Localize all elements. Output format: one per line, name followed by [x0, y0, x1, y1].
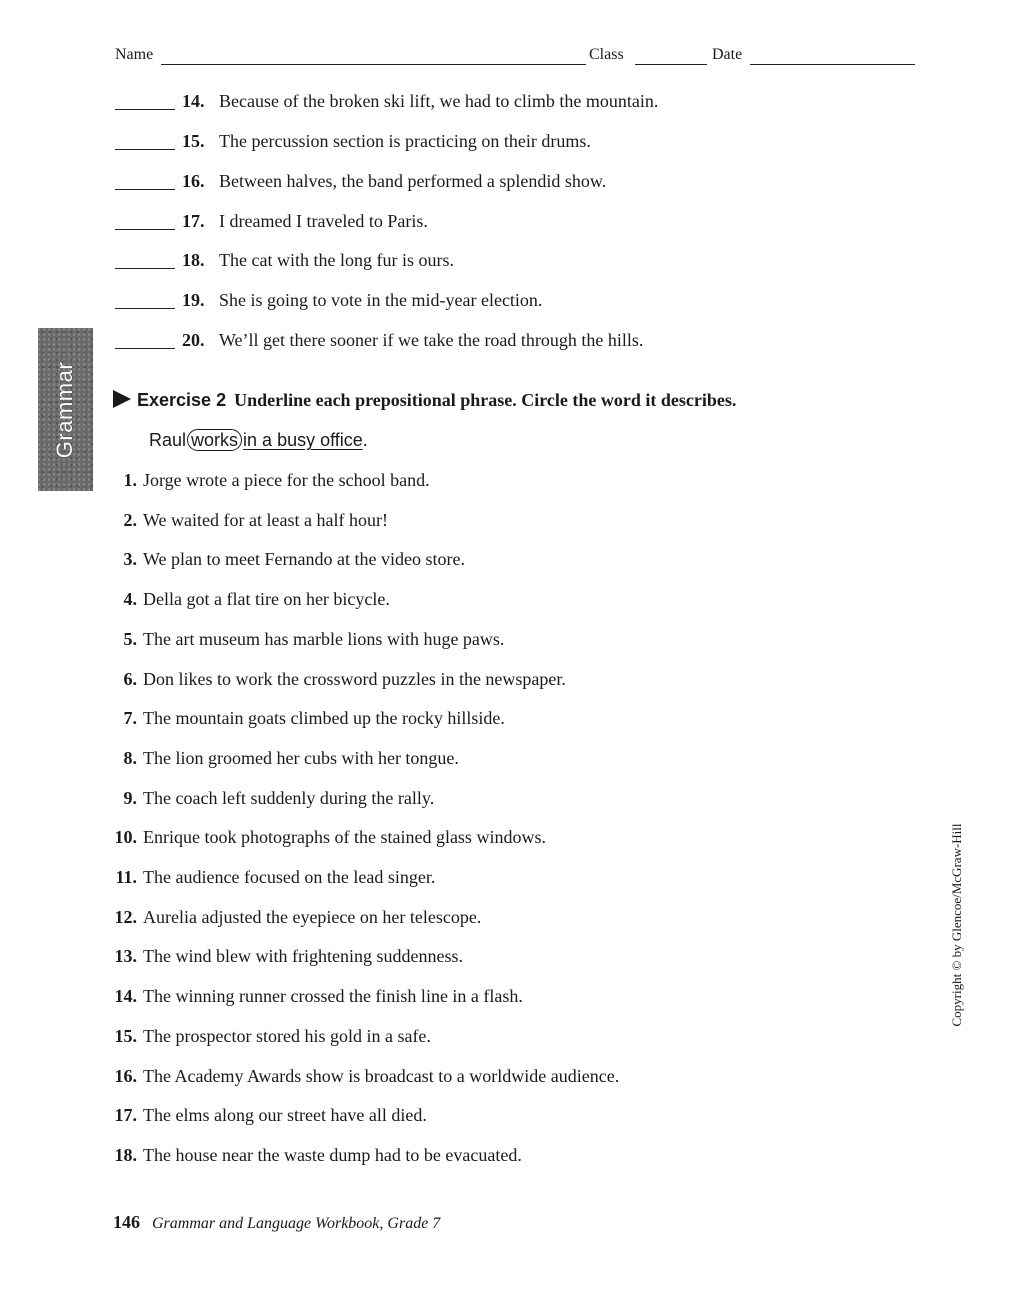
header: [115, 44, 915, 70]
answer-blank[interactable]: [115, 308, 175, 309]
item-number: 15.: [182, 131, 205, 151]
item-number: 14.: [182, 91, 205, 111]
sentence-text: The audience focused on the lead singer.: [143, 867, 436, 887]
item-text: Between halves, the band performed a splendid show.: [219, 171, 607, 191]
sentence-item: [107, 1105, 427, 1126]
example-sentence: [149, 430, 368, 451]
item-text: She is going to vote in the mid-year election.: [219, 290, 543, 310]
sentence-item: [107, 907, 481, 928]
side-tab-label: Grammar: [52, 361, 77, 459]
sentence-text: Aurelia adjusted the eyepiece on her telescope.: [143, 907, 482, 927]
sentence-number: 4.: [123, 589, 137, 609]
sentence-number: 2.: [123, 510, 137, 530]
item-text: I dreamed I traveled to Paris.: [219, 211, 428, 231]
page-number: 146: [113, 1212, 140, 1232]
sentence-item: [107, 708, 505, 729]
sentence-item: [107, 549, 465, 570]
sentence-number: 16.: [114, 1066, 137, 1086]
sentence-text: The winning runner crossed the finish line in a flash.: [143, 986, 523, 1006]
sentence-item: [107, 788, 434, 809]
exercise-label: Exercise 2: [137, 390, 227, 410]
answer-blank[interactable]: [115, 149, 175, 150]
sentence-number: 13.: [114, 946, 137, 966]
sentence-item: [107, 946, 463, 967]
answer-blank[interactable]: [115, 109, 175, 110]
item-text: The cat with the long fur is ours.: [219, 250, 454, 270]
name-field-line: [161, 64, 586, 65]
sentence-number: 6.: [123, 669, 137, 689]
sentence-text: The elms along our street have all died.: [143, 1105, 427, 1125]
item-number: 16.: [182, 171, 205, 191]
sentence-text: Jorge wrote a piece for the school band.: [143, 470, 430, 490]
sentence-item: [107, 629, 504, 650]
sentence-item: [107, 748, 459, 769]
answer-blank[interactable]: [115, 229, 175, 230]
sentence-text: Don likes to work the crossword puzzles in the newspaper.: [143, 669, 566, 689]
date-label: Date: [712, 46, 743, 63]
example-before: Raul: [149, 430, 187, 450]
sentence-text: The wind blew with frightening suddenness.: [143, 946, 463, 966]
answer-blank[interactable]: [115, 268, 175, 269]
sentence-item: [107, 867, 435, 888]
sentence-text: The house near the waste dump had to be evacuated.: [143, 1145, 522, 1165]
sentence-number: 10.: [114, 827, 137, 847]
sentence-number: 18.: [114, 1145, 137, 1165]
sentence-item: [107, 827, 546, 848]
sentence-number: 1.: [123, 470, 137, 490]
class-field-line: [635, 64, 707, 65]
sentence-item: [107, 669, 566, 690]
sentence-number: 17.: [114, 1105, 137, 1125]
sentence-text: The art museum has marble lions with huge paws.: [143, 629, 505, 649]
sentence-text: The coach left suddenly during the rally.: [143, 788, 435, 808]
sentence-text: Enrique took photographs of the stained glass windows.: [143, 827, 546, 847]
item-number: 17.: [182, 211, 205, 231]
sentence-item: [107, 470, 430, 491]
example-circled-word: works: [187, 429, 242, 451]
sentence-text: The prospector stored his gold in a safe.: [143, 1026, 431, 1046]
item-number: 19.: [182, 290, 205, 310]
sentence-text: Della got a flat tire on her bicycle.: [143, 589, 390, 609]
sentence-number: 14.: [114, 986, 137, 1006]
exercise-heading: [113, 390, 736, 411]
arrow-icon: [113, 390, 131, 408]
sentence-item: [107, 1145, 522, 1166]
sentence-number: 8.: [123, 748, 137, 768]
answer-blank[interactable]: [115, 348, 175, 349]
sentence-text: The Academy Awards show is broadcast to a worldwide audience.: [143, 1066, 620, 1086]
sentence-text: The mountain goats climbed up the rocky hillside.: [143, 708, 505, 728]
answer-blank[interactable]: [115, 189, 175, 190]
example-after: .: [362, 430, 368, 450]
book-title: Grammar and Language Workbook, Grade 7: [152, 1215, 441, 1232]
date-field-line: [750, 64, 915, 65]
sentence-text: We waited for at least a half hour!: [143, 510, 388, 530]
exercise-instruction: Underline each prepositional phrase. Circle the word it describes.: [234, 390, 737, 410]
item-text: Because of the broken ski lift, we had to climb the mountain.: [219, 91, 659, 111]
sentence-item: [107, 589, 390, 610]
name-label: Name: [115, 46, 154, 63]
footer: [113, 1212, 440, 1233]
sentence-number: 9.: [123, 788, 137, 808]
item-number: 18.: [182, 250, 205, 270]
sentence-number: 12.: [114, 907, 137, 927]
copyright-notice: Copyright © by Glencoe/McGraw-Hill: [949, 823, 964, 1027]
example-underlined-phrase: in a busy office: [243, 430, 363, 450]
sentence-number: 15.: [114, 1026, 137, 1046]
class-label: Class: [589, 46, 624, 63]
grammar-side-tab: [38, 328, 93, 491]
sentence-text: We plan to meet Fernando at the video store.: [143, 549, 465, 569]
sentence-item: [107, 1026, 431, 1047]
sentence-number: 5.: [123, 629, 137, 649]
sentence-number: 3.: [123, 549, 137, 569]
sentence-number: 7.: [123, 708, 137, 728]
sentence-item: [107, 1066, 619, 1087]
sentence-number: 11.: [115, 867, 137, 887]
sentence-item: [107, 510, 388, 531]
item-text: We’ll get there sooner if we take the road through the hills.: [219, 330, 644, 350]
item-number: 20.: [182, 330, 205, 350]
sentence-text: The lion groomed her cubs with her tongue.: [143, 748, 459, 768]
sentence-item: [107, 986, 523, 1007]
item-text: The percussion section is practicing on their drums.: [219, 131, 591, 151]
